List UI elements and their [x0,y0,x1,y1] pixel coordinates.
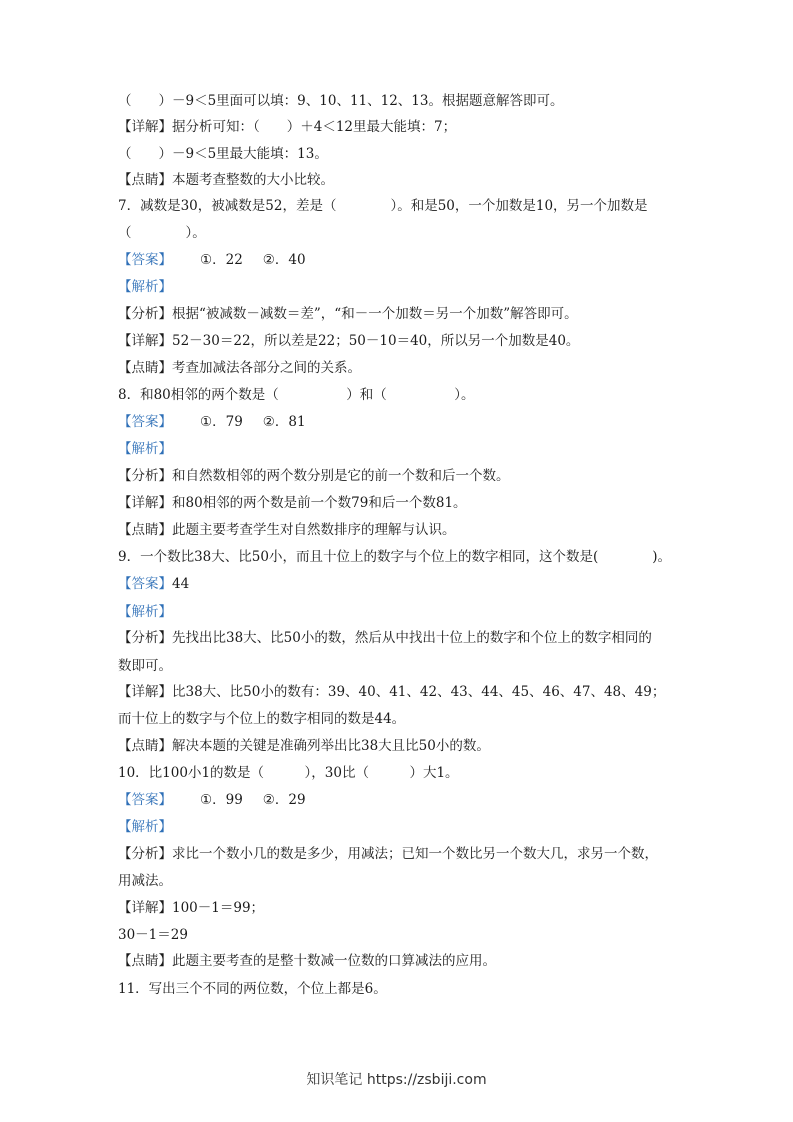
section-tag: 【解析】 [118,819,172,835]
answer-1: ①．99 [200,792,243,808]
line-text: 考查加减法各部分之间的关系。 [172,360,361,376]
line-text: 此题主要考查学生对自然数排序的理解与认识。 [172,522,456,538]
line-text: 解决本题的关键是准确列举出比38大且比50小的数。 [172,738,490,754]
text-line [118,196,693,216]
text-line [118,736,693,756]
text-line [118,412,693,432]
text-line [118,520,693,540]
text-line [118,763,693,783]
section-tag: 【详解】 [118,119,172,135]
text-line [118,656,693,676]
section-tag: 【分析】 [118,846,172,862]
section-tag: 【解析】 [118,279,172,295]
line-text: （ ）－9＜5里面可以填：9、10、11、12、13。根据题意解答即可。 [118,93,564,109]
section-tag: 【详解】 [118,495,172,511]
text-line [118,117,693,137]
section-tag: 【点睛】 [118,953,172,969]
text-line [118,170,693,190]
text-line [118,898,693,918]
section-tag: 【分析】 [118,630,172,646]
text-line [118,709,693,729]
line-text: 100－1＝99； [172,900,265,916]
text-line [118,250,693,270]
text-line [118,951,693,971]
text-line [118,304,693,324]
line-text: 9．一个数比38大、比50小，而且十位上的数字与个位上的数字相同，这个数是( )。 [118,549,671,565]
answer-1: ①．22 [200,252,243,268]
text-line [118,628,693,648]
section-tag: 【答案】 [118,576,172,592]
line-text: 44 [172,576,190,592]
text-line [118,871,693,891]
text-line [118,91,693,111]
text-line [118,574,693,594]
line-text: 求比一个数小几的数是多少，用减法；已知一个数比另一个数大几，求另一个数， [172,846,658,862]
text-line [118,925,693,945]
line-text: （ ）－9＜5里最大能填：13。 [118,146,328,162]
line-text: 8．和80相邻的两个数是（ ）和（ ）。 [118,387,475,403]
section-tag: 【详解】 [118,900,172,916]
section-tag: 【答案】 [118,414,172,430]
text-line [118,331,693,351]
page-footer: 知识笔记 https://zsbiji.com [306,1072,487,1088]
line-text: 此题主要考查的是整十数减一位数的口算减法的应用。 [172,953,496,969]
text-line [118,144,693,164]
section-tag: 【详解】 [118,333,172,349]
section-tag: 【详解】 [118,684,172,700]
section-tag: 【点睛】 [118,522,172,538]
line-text: 数即可。 [118,658,172,674]
text-line [118,358,693,378]
section-tag: 【解析】 [118,441,172,457]
line-text: 本题考查整数的大小比较。 [172,172,334,188]
text-line [118,790,693,810]
text-line [118,466,693,486]
line-text: 7．减数是30，被减数是52，差是（ ）。和是50，一个加数是10，另一个加数是 [118,198,648,214]
line-text: 和80相邻的两个数是前一个数79和后一个数81。 [172,495,467,511]
line-text: 10．比100小1的数是（ ），30比（ ）大1。 [118,765,459,781]
line-text: 和自然数相邻的两个数分别是它的前一个数和后一个数。 [172,468,510,484]
section-tag: 【点睛】 [118,360,172,376]
line-text: 先找出比38大、比50小的数，然后从中找出十位上的数字和个位上的数字相同的 [172,630,652,646]
answer-2: ②．40 [262,252,306,268]
text-line [118,547,693,567]
answer-2: ②．29 [262,792,306,808]
text-line [118,979,693,999]
section-tag: 【解析】 [118,604,172,620]
line-text: 比38大、比50小的数有：39、40、41、42、43、44、45、46、47、48、49； [172,684,666,700]
line-text: 据分析可知：（ ）＋4＜12里最大能填：7； [172,119,457,135]
text-line [118,385,693,405]
line-text: 52－30＝22，所以差是22；50－10＝40，所以另一个加数是40。 [172,333,580,349]
line-text: 而十位上的数字与个位上的数字相同的数是44。 [118,711,406,727]
line-text: 30－1＝29 [118,927,188,943]
text-line [118,439,693,459]
section-tag: 【答案】 [118,792,172,808]
text-line [118,844,693,864]
text-line [118,602,693,622]
text-line [118,682,693,702]
section-tag: 【点睛】 [118,738,172,754]
text-line [118,817,693,837]
section-tag: 【点睛】 [118,172,172,188]
line-text: 11．写出三个不同的两位数，个位上都是6。 [118,981,387,997]
text-line [118,277,693,297]
section-tag: 【答案】 [118,252,172,268]
line-text: 用减法。 [118,873,172,889]
line-text: 根据“被减数－减数＝差”，“和－一个加数＝另一个加数”解答即可。 [172,306,578,322]
answer-2: ②．81 [262,414,306,430]
text-line [118,493,693,513]
text-line [118,223,693,243]
answer-1: ①．79 [200,414,243,430]
line-text: （ ）。 [118,225,206,241]
section-tag: 【分析】 [118,306,172,322]
section-tag: 【分析】 [118,468,172,484]
